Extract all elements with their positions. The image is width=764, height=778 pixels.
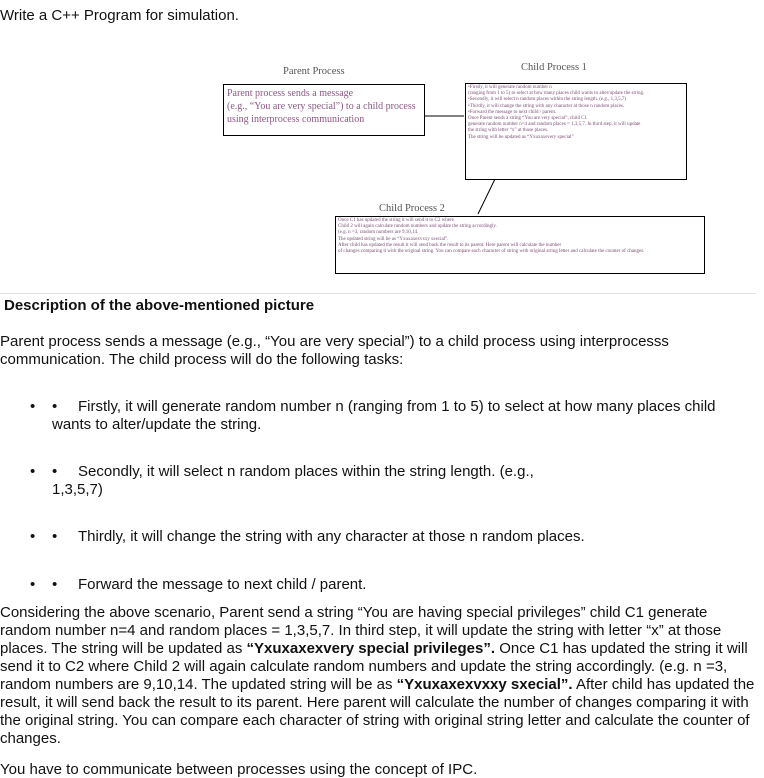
parent-line: (e.g., “You are very special”) to a child process	[227, 101, 416, 112]
child1-line: •Forward the message to next child / parent.	[468, 109, 557, 115]
child1-line: •Firstly, it will generate random number n	[468, 85, 552, 90]
child2-title: Child Process 2	[379, 203, 445, 214]
child1-line: Once Parent sends a string “You are very special”, child C1	[468, 116, 588, 122]
bullet-marker: •	[52, 576, 58, 593]
intro-paragraph: Parent process sends a message (e.g., “You are very special”) to a child process using interprocesss communication. The child process will do the following tasks:	[0, 333, 669, 368]
child1-line: The string will be updated as “Yxuxaxevery special”	[468, 134, 574, 140]
child1-box	[465, 83, 687, 180]
child2-line: After child has updated the result it will send back the result to its parent. Here parent will calculate the number	[338, 242, 562, 248]
ipc-note: You have to communicate between processes using the concept of IPC.	[0, 761, 478, 778]
bullet-text: Firstly, it will generate random number n (ranging from 1 to 5) to select at how many places child wants to alter/update the string.	[52, 398, 716, 433]
child2-line: Child 2 will again calculate random numbers and update the string accordingly.	[338, 224, 497, 230]
bullet-item	[30, 463, 720, 499]
bullet-item	[30, 398, 720, 434]
child1-line: (ranging from 1 to 5) to select at how many places child wants to alter/update the string.	[468, 91, 645, 97]
parent-line: using interprocess communication	[227, 114, 365, 125]
child1-title: Child Process 1	[521, 62, 587, 73]
scenario-text: Considering the above scenario, Parent send a string “You are having special privileges” child C1 generate random number n=4 and random places = 1,3,5,7. In third step, it will update the string with letter “x” at those places. The string will be updated as	[0, 604, 722, 657]
scenario-paragraph	[0, 604, 756, 748]
bullet-marker: •	[52, 398, 58, 415]
child1-line: generate random number n=4 and random places = 1,3,5,7. In third step, it will update	[468, 122, 641, 128]
child2-line: (e.g. n =3, random numbers are 9,10,14.	[338, 230, 419, 236]
child2-line: Once C1 has updated the string it will send it to C2 where	[338, 218, 454, 223]
parent-process-box	[223, 84, 425, 136]
bullet-marker: •	[30, 528, 36, 545]
bullet-marker: •	[30, 576, 36, 593]
page-heading: Write a C++ Program for simulation.	[0, 7, 239, 24]
bullet-marker: •	[30, 463, 36, 480]
child2-line: The updated string will be as “Yxuxaxexvxxy sxecial”.	[338, 236, 449, 242]
child2-box	[335, 216, 705, 274]
child1-line: •Thirdly, it will change the string with any character at those n random places.	[468, 103, 625, 109]
bullet-marker: •	[52, 528, 58, 545]
parent-process-title: Parent Process	[283, 66, 345, 77]
bullet-marker: •	[52, 463, 58, 480]
bullet-marker: •	[30, 398, 36, 415]
scenario-text: After child has updated the result, it will send back the result to its parent. Here parent will calculate the number of changes comparing it with the original string. You can compare each character of string with original string letter and calculate the counter of changes.	[0, 676, 755, 747]
bullet-item	[30, 576, 720, 594]
child1-line: the string with letter “x” at those places.	[468, 128, 549, 134]
child1-child2-connector	[478, 179, 495, 214]
bullet-text: Secondly, it will select n random places within the string length. (e.g., 1,3,5,7)	[52, 463, 534, 498]
section-divider	[0, 293, 756, 294]
process-diagram	[220, 60, 756, 275]
parent-line: Parent process sends a message	[227, 88, 354, 99]
child1-line: •Secondly, it will select n random places within the string length. (e.g., 1,3,5,7)	[468, 97, 627, 103]
bullet-text: Thirdly, it will change the string with any character at those n random places.	[78, 528, 585, 545]
updated-string-1: “Yxuxaxexvery special privileges”.	[246, 640, 496, 657]
bullet-text: Forward the message to next child / parent.	[78, 576, 367, 593]
child2-line: of changes comparing it with the original string. You can compare each character of string with original string letter and calculate the counter of changes.	[338, 249, 645, 255]
scenario-text: Once C1 has updated the string it will send it to C2 where Child 2 will again calculate random numbers and update the string accordingly. (e.g. n =3, random numbers are 9,10,14. The updated string will be as	[0, 640, 748, 693]
bullet-item	[30, 528, 720, 546]
updated-string-2: “Yxuxaxexvxxy sxecial”.	[396, 676, 573, 693]
description-title: Description of the above-mentioned picture	[4, 297, 315, 314]
